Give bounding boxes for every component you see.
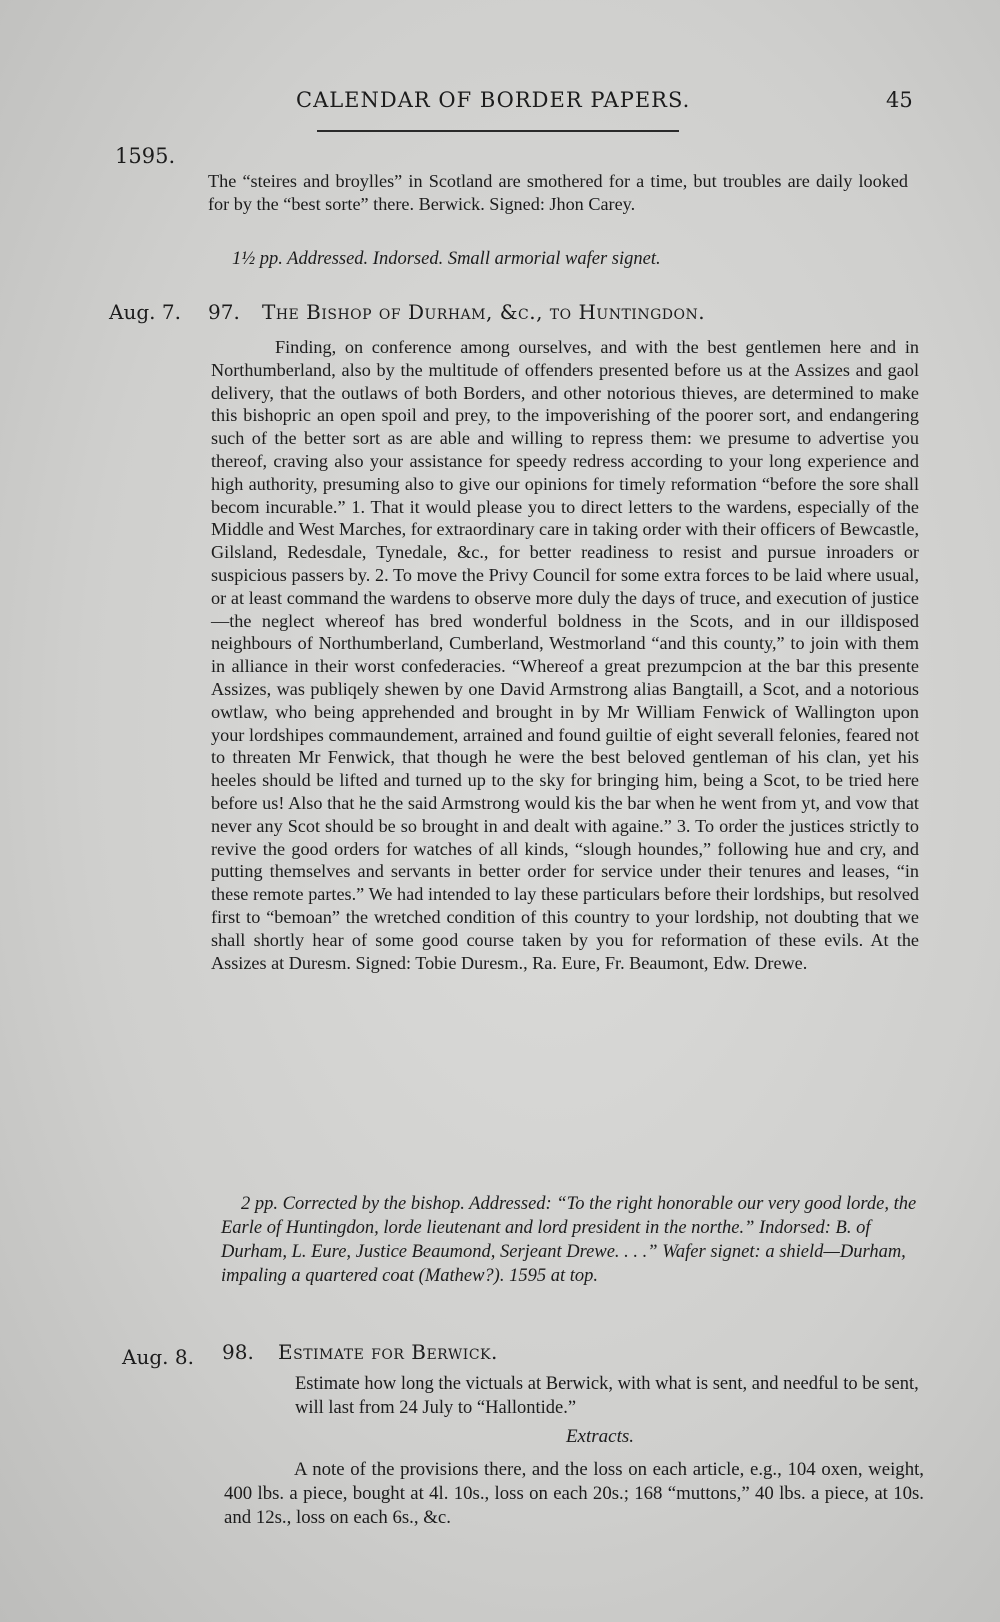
continuation-note: 1½ pp. Addressed. Indorsed. Small armorial wafer signet. xyxy=(232,249,661,269)
entry-98-date: Aug. 8. xyxy=(122,1345,194,1369)
running-header: CALENDAR OF BORDER PAPERS. xyxy=(296,88,691,112)
entry-97-title: The Bishop of Durham, &c., to Huntingdon. xyxy=(262,300,706,324)
entry-97-date: Aug. 7. xyxy=(109,300,181,324)
entry-98-summary: Estimate how long the victuals at Berwick, with what is sent, and needful to be sent, will last from 24 July to “Hallontide.” xyxy=(295,1374,919,1418)
entry-98-body: A note of the provisions there, and the loss on each article, e.g., 104 oxen, weight, 400 lbs. a piece, bought at 4l. 10s., loss on each 20s.; 168 “muttons,” 40 lbs. a piece, at 10s. and 12s., loss on each 6s., &c. xyxy=(224,1459,924,1528)
entry-97-number: 97. xyxy=(208,300,240,324)
entry-98-number: 98. xyxy=(222,1340,254,1364)
year-margin-note: 1595. xyxy=(115,144,176,168)
entry-97-note: 2 pp. Corrected by the bishop. Addressed: “To the right honorable our very good lorde, the Earle of Huntingdon, lorde lieutenant and lord president in the northe.” Indorsed: B. of Durham, L. Eure, Justice Beaumond, Serjeant Drewe. . . .” Wafer signet: a shield—Durham, impaling a quartered coat (Mathew?). 1595 at top. xyxy=(221,1194,917,1286)
page-number: 45 xyxy=(886,88,913,112)
entry-98-title: Estimate for Berwick. xyxy=(278,1340,498,1364)
entry-97-body: Finding, on conference among ourselves, and with the best gentlemen here and in Northumberland, also by the multitude of offenders presented before us at the Assizes and gaol delivery, that the outlaws of both Borders, and other notorious thieves, are determined to make this bishopric an open spoil and prey, to the impoverishing of the poorer sort, and endangering such of the better sort as are able and willing to repress them: we presume to advertise you thereof, craving also your assistance for speedy redress according to your long experience and high authority, presuming also to give our opinions for timely reformation “before the sore shall becom incurable.” 1. That it would please you to direct letters to the wardens, especially of the Middle and West Marches, for extraordinary care in taking order with their officers of Bewcastle, Gilsland, Redesdale, Tynedale, &c., for better readiness to resist and pursue inroaders or suspicious passers by. 2. To move the Privy Council for some extra forces to be laid where usual, or at least command the wardens to observe more duly the days of truce, and execution of justice—the neglect whereof has bred wonderful boldness in the Scots, and in our illdisposed neighbours of Northumberland, Cumberland, Westmorland “and this county,” to join with them in alliance in their worst confederacies. “Whereof a great prezumpcion at the bar this presente Assizes, was publiqely shewen by one David Armstrong alias Bangtaill, a Scot, and a notorious owtlaw, who being apprehended and brought in by Mr William Fenwick of Wallington upon your lordshipes commaundement, arrained and found guiltie of eight severall felonies, feared not to threaten Mr Fenwick, that though he were the best beloved gentleman of his clan, yet his heeles should be lifted and turned up to the sky for bringing him, being a Scot, to be tried here before us! Also that he the said Armstrong would kis the bar when he went from yt, and vow that never any Scot should be so brought in and dealt with againe.” 3. To order the justices strictly to revive the good orders for watches of all kinds, “slough houndes,” following hue and cry, and putting themselves and servants in better order for service under their tenures and leases, “in these remote partes.” We had intended to lay these particulars before their lordships, but resolved first to “bemoan” the wretched condition of this country to your lordship, not doubting that we shall shortly hear of some good course taken by you for reformation of these evils. At the Assizes at Duresm. Signed: Tobie Duresm., Ra. Eure, Fr. Beaumont, Edw. Drewe. xyxy=(211,337,919,973)
header-rule xyxy=(317,130,679,132)
continuation-paragraph: The “steires and broylles” in Scotland are smothered for a time, but troubles are daily looked for by the “best sorte” there. Berwick. Signed: Jhon Carey. xyxy=(208,171,908,214)
extracts-label: Extracts. xyxy=(565,1426,635,1447)
